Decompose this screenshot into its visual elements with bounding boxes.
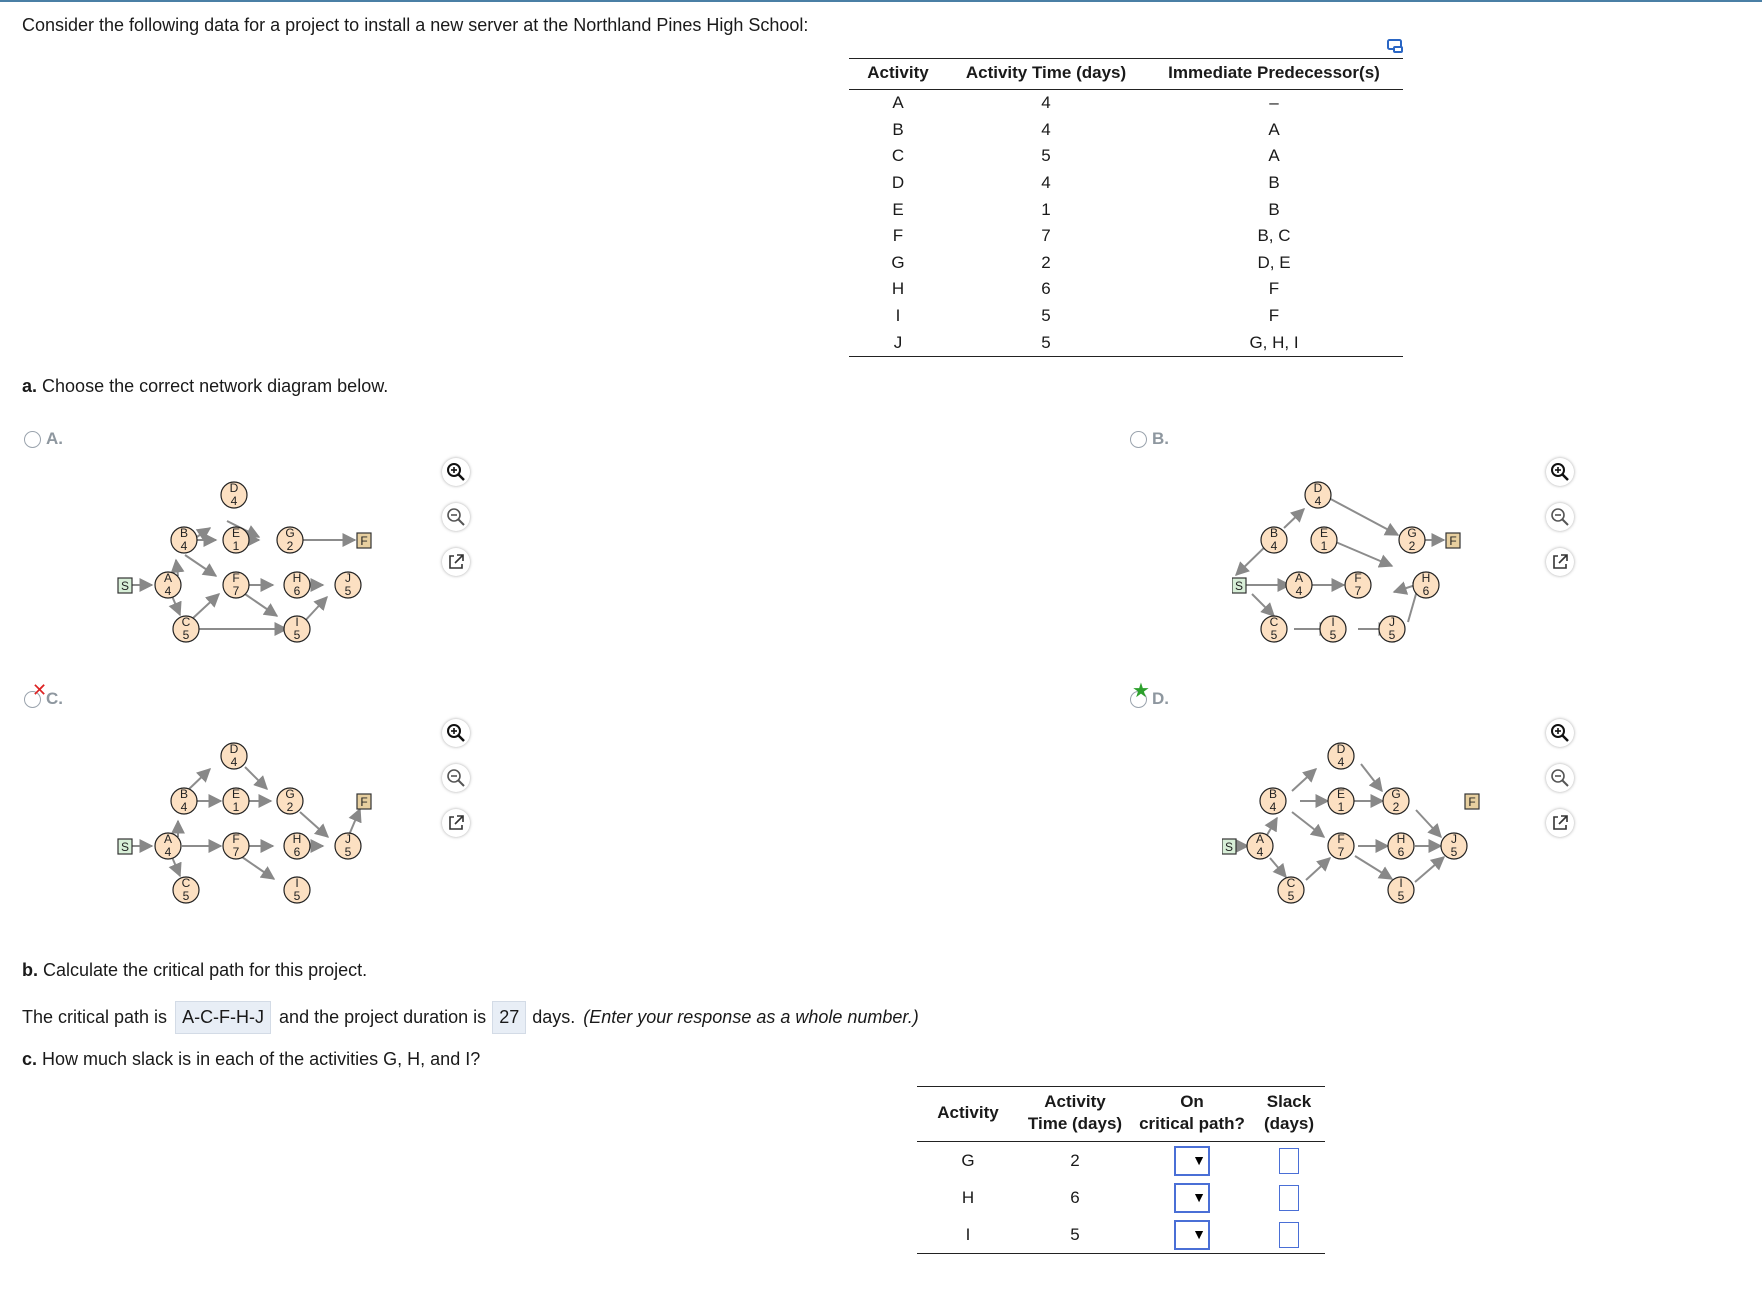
svg-text:B: B	[179, 787, 189, 801]
cell-time: 5	[1041, 306, 1051, 326]
svg-text:7: 7	[1354, 584, 1362, 598]
svg-text:6: 6	[1397, 845, 1405, 859]
diagram-start-node	[118, 839, 132, 854]
svg-text:4: 4	[230, 494, 238, 508]
svg-text:H: H	[1396, 832, 1406, 846]
cell-predecessor: D, E	[1257, 252, 1291, 272]
open-external-icon[interactable]	[1546, 809, 1574, 837]
top-border	[0, 0, 1762, 2]
slack-header-slack: Slack (days)	[1253, 1087, 1325, 1142]
part-c-text: How much slack is in each of the activities G, H, and I?	[42, 1049, 481, 1069]
slack-header-activity: Activity	[917, 1087, 1019, 1142]
slack-cell-activity: G	[961, 1150, 975, 1170]
duration-answer[interactable]: 27	[492, 1001, 526, 1034]
slack-cell-time: 5	[1019, 1216, 1131, 1254]
cell-predecessor: B, C	[1257, 226, 1291, 246]
svg-text:7: 7	[232, 584, 240, 598]
svg-text:C: C	[181, 876, 191, 890]
svg-text:D: D	[229, 481, 239, 495]
svg-text:5: 5	[1388, 628, 1396, 642]
cell-activity: B	[892, 119, 904, 139]
svg-text:S: S	[120, 579, 130, 593]
diagram-a-controls	[442, 458, 472, 593]
network-diagram-b	[1232, 478, 1492, 648]
svg-text:J: J	[345, 571, 351, 585]
svg-text:4: 4	[1270, 539, 1278, 553]
part-b-prefix: b.	[22, 960, 38, 980]
slack-cell-activity: I	[917, 1216, 1019, 1254]
svg-text:4: 4	[1337, 755, 1345, 769]
open-external-icon[interactable]	[1546, 548, 1574, 576]
zoom-out-icon[interactable]	[442, 764, 470, 792]
header-activity: Activity	[849, 59, 947, 90]
diagram-finish-node	[357, 533, 371, 548]
svg-text:D: D	[1313, 481, 1323, 495]
network-diagram-c	[112, 739, 372, 909]
diagram-finish-node	[357, 794, 371, 809]
part-c-question	[22, 1049, 480, 1070]
activity-data-table	[849, 58, 1403, 357]
cell-time: 4	[1041, 119, 1051, 139]
option-b-label: B.	[1152, 429, 1169, 448]
svg-text:G: G	[1407, 526, 1417, 540]
open-external-icon[interactable]	[442, 548, 470, 576]
svg-text:G: G	[285, 787, 295, 801]
critical-path-label: The critical path is	[22, 1007, 168, 1027]
svg-text:4: 4	[1269, 800, 1277, 814]
svg-text:5: 5	[1287, 889, 1295, 903]
slack-input[interactable]	[1279, 1148, 1299, 1174]
duration-label: and the project duration is	[279, 1007, 487, 1027]
cell-time: 4	[1041, 93, 1051, 113]
svg-text:2: 2	[286, 539, 294, 553]
diagram-finish-node	[1465, 794, 1479, 809]
svg-text:G: G	[285, 526, 295, 540]
option-b-radio[interactable]	[1130, 431, 1147, 448]
cell-activity: D	[891, 173, 905, 193]
cell-time: 4	[1041, 173, 1051, 193]
svg-text:F: F	[232, 832, 240, 846]
svg-text:S: S	[1234, 579, 1244, 593]
table-row	[849, 196, 1403, 223]
slack-header-critical: On critical path?	[1131, 1087, 1253, 1142]
svg-text:H: H	[292, 571, 302, 585]
svg-text:5: 5	[344, 584, 352, 598]
svg-text:B: B	[1268, 787, 1278, 801]
svg-text:1: 1	[232, 539, 240, 553]
svg-text:2: 2	[1392, 800, 1400, 814]
svg-text:H: H	[292, 832, 302, 846]
cell-activity: I	[895, 306, 901, 326]
header-activity-time: Activity Time (days)	[947, 59, 1145, 90]
svg-text:F: F	[1337, 832, 1345, 846]
cell-predecessor: –	[1269, 93, 1279, 113]
svg-text:6: 6	[1422, 584, 1430, 598]
network-diagram-a	[112, 478, 372, 648]
zoom-in-icon[interactable]	[1546, 719, 1574, 747]
svg-text:S: S	[120, 840, 130, 854]
slack-header-time: Activity Time (days)	[1019, 1087, 1131, 1142]
svg-text:4: 4	[1295, 584, 1303, 598]
dropdown-arrow-icon: ▼	[1192, 1225, 1206, 1242]
svg-text:5: 5	[344, 845, 352, 859]
table-row	[849, 90, 1403, 117]
svg-text:I: I	[1331, 615, 1335, 629]
option-d-label: D.	[1152, 689, 1169, 708]
part-a-question	[22, 376, 388, 397]
svg-text:C: C	[1286, 876, 1296, 890]
svg-text:A: A	[1294, 571, 1304, 585]
svg-text:A: A	[1255, 832, 1265, 846]
svg-text:J: J	[1451, 832, 1457, 846]
cell-predecessor: F	[1268, 279, 1280, 299]
critical-path-dropdown[interactable]	[1174, 1183, 1210, 1213]
table-row	[849, 303, 1403, 330]
svg-text:I: I	[295, 615, 299, 629]
network-diagram-d	[1222, 739, 1482, 909]
svg-text:E: E	[231, 787, 241, 801]
cell-activity: J	[849, 329, 947, 356]
svg-text:5: 5	[293, 889, 301, 903]
part-b-question	[22, 960, 367, 981]
cell-predecessor: B	[1268, 199, 1280, 219]
part-a-prefix: a.	[22, 376, 38, 396]
table-row	[849, 223, 1403, 250]
part-b-text: Calculate the critical path for this project.	[43, 960, 368, 980]
cell-predecessor: G, H, I	[1145, 329, 1403, 356]
cell-time: 6	[1041, 279, 1051, 299]
cell-time: 5	[947, 329, 1145, 356]
critical-path-dropdown[interactable]	[1174, 1146, 1210, 1176]
svg-text:2: 2	[1408, 539, 1416, 553]
svg-text:A: A	[163, 571, 173, 585]
svg-text:D: D	[229, 742, 239, 756]
svg-text:6: 6	[293, 584, 301, 598]
svg-text:5: 5	[293, 628, 301, 642]
svg-text:2: 2	[286, 800, 294, 814]
table-row	[917, 1142, 1325, 1180]
zoom-in-icon[interactable]	[442, 458, 470, 486]
svg-text:F: F	[1354, 571, 1362, 585]
svg-text:5: 5	[182, 628, 190, 642]
svg-text:A: A	[163, 832, 173, 846]
svg-text:D: D	[1336, 742, 1346, 756]
cell-predecessor: A	[1268, 146, 1280, 166]
part-a-text: Choose the correct network diagram below.	[42, 376, 389, 396]
table-row	[849, 250, 1403, 277]
table-row	[917, 1179, 1325, 1216]
diagram-start-node	[1222, 839, 1236, 854]
zoom-in-icon[interactable]	[442, 719, 470, 747]
cell-time: 5	[1041, 146, 1051, 166]
svg-text:F: F	[1449, 534, 1457, 548]
svg-text:F: F	[1468, 795, 1476, 809]
cell-time: 7	[1041, 226, 1051, 246]
svg-text:J: J	[1389, 615, 1395, 629]
svg-text:J: J	[345, 832, 351, 846]
svg-text:5: 5	[1270, 628, 1278, 642]
svg-text:E: E	[1319, 526, 1329, 540]
svg-text:7: 7	[232, 845, 240, 859]
dropdown-arrow-icon: ▼	[1192, 1188, 1206, 1205]
cell-activity: F	[892, 226, 904, 246]
cell-predecessor: B	[1268, 173, 1280, 193]
slack-cell-activity: H	[961, 1187, 975, 1207]
svg-text:E: E	[1336, 787, 1346, 801]
svg-text:E: E	[231, 526, 241, 540]
dropdown-arrow-icon: ▼	[1192, 1151, 1206, 1168]
svg-text:S: S	[1224, 840, 1234, 854]
critical-path-dropdown[interactable]	[1174, 1220, 1210, 1250]
svg-text:4: 4	[164, 584, 172, 598]
table-row	[849, 117, 1403, 144]
option-c-label: C.	[46, 689, 63, 708]
zoom-out-icon[interactable]	[1546, 764, 1574, 792]
header-predecessors: Immediate Predecessor(s)	[1145, 59, 1403, 90]
svg-text:1: 1	[1320, 539, 1328, 553]
svg-text:5: 5	[182, 889, 190, 903]
open-external-icon[interactable]	[442, 809, 470, 837]
svg-text:C: C	[1269, 615, 1279, 629]
svg-text:H: H	[1421, 571, 1431, 585]
option-a-label: A.	[46, 429, 63, 448]
diagram-start-node	[1232, 578, 1246, 593]
slack-cell-time: 2	[1070, 1150, 1080, 1170]
cell-activity: A	[892, 93, 904, 113]
svg-text:B: B	[179, 526, 189, 540]
svg-text:1: 1	[232, 800, 240, 814]
svg-text:I: I	[295, 876, 299, 890]
svg-text:4: 4	[180, 539, 188, 553]
diagram-c-controls	[442, 719, 472, 854]
diagram-start-node	[118, 578, 132, 593]
svg-text:B: B	[1269, 526, 1279, 540]
incorrect-mark-icon: ✕	[32, 680, 48, 700]
table-row	[917, 1216, 1325, 1254]
cell-activity: E	[892, 199, 904, 219]
cell-time: 2	[1041, 252, 1051, 272]
slack-input[interactable]	[1279, 1185, 1299, 1211]
table-row	[849, 170, 1403, 197]
option-a-radio[interactable]	[24, 431, 41, 448]
svg-text:4: 4	[1256, 845, 1264, 859]
zoom-in-icon[interactable]	[1546, 458, 1574, 486]
svg-text:G: G	[1391, 787, 1401, 801]
svg-text:I: I	[1399, 876, 1403, 890]
option-a[interactable]	[24, 429, 63, 449]
table-row	[849, 143, 1403, 170]
svg-text:5: 5	[1329, 628, 1337, 642]
cell-activity: H	[891, 279, 905, 299]
correct-star-icon: ★	[1132, 680, 1150, 702]
option-b[interactable]	[1130, 429, 1169, 449]
answer-hint: (Enter your response as a whole number.)	[583, 1007, 919, 1027]
svg-text:7: 7	[1337, 845, 1345, 859]
svg-text:4: 4	[1314, 494, 1322, 508]
cell-predecessor: F	[1268, 306, 1280, 326]
diagram-b-controls	[1546, 458, 1576, 593]
critical-path-answer-line	[22, 1001, 919, 1034]
copy-icon[interactable]	[1386, 38, 1406, 56]
critical-path-answer[interactable]: A-C-F-H-J	[175, 1001, 271, 1034]
svg-text:F: F	[360, 534, 368, 548]
svg-text:4: 4	[164, 845, 172, 859]
svg-text:F: F	[232, 571, 240, 585]
cell-predecessor: A	[1268, 119, 1280, 139]
svg-text:F: F	[360, 795, 368, 809]
zoom-out-icon[interactable]	[1546, 503, 1574, 531]
svg-text:5: 5	[1397, 889, 1405, 903]
table-row	[849, 329, 1403, 356]
diagram-d-controls	[1546, 719, 1576, 854]
svg-text:1: 1	[1337, 800, 1345, 814]
slack-cell-time: 6	[1070, 1187, 1080, 1207]
part-c-prefix: c.	[22, 1049, 38, 1069]
cell-time: 1	[1041, 199, 1051, 219]
days-label: days.	[532, 1007, 576, 1027]
table-row	[849, 276, 1403, 303]
svg-text:C: C	[181, 615, 191, 629]
svg-text:5: 5	[1450, 845, 1458, 859]
diagram-finish-node	[1446, 533, 1460, 548]
cell-activity: C	[891, 146, 905, 166]
intro-text: Consider the following data for a project to install a new server at the Northland Pines High School:	[22, 15, 809, 35]
slack-table	[917, 1086, 1325, 1254]
slack-input[interactable]	[1279, 1222, 1299, 1248]
zoom-out-icon[interactable]	[442, 503, 470, 531]
svg-text:4: 4	[180, 800, 188, 814]
cell-activity: G	[891, 252, 905, 272]
svg-text:6: 6	[293, 845, 301, 859]
svg-text:4: 4	[230, 755, 238, 769]
